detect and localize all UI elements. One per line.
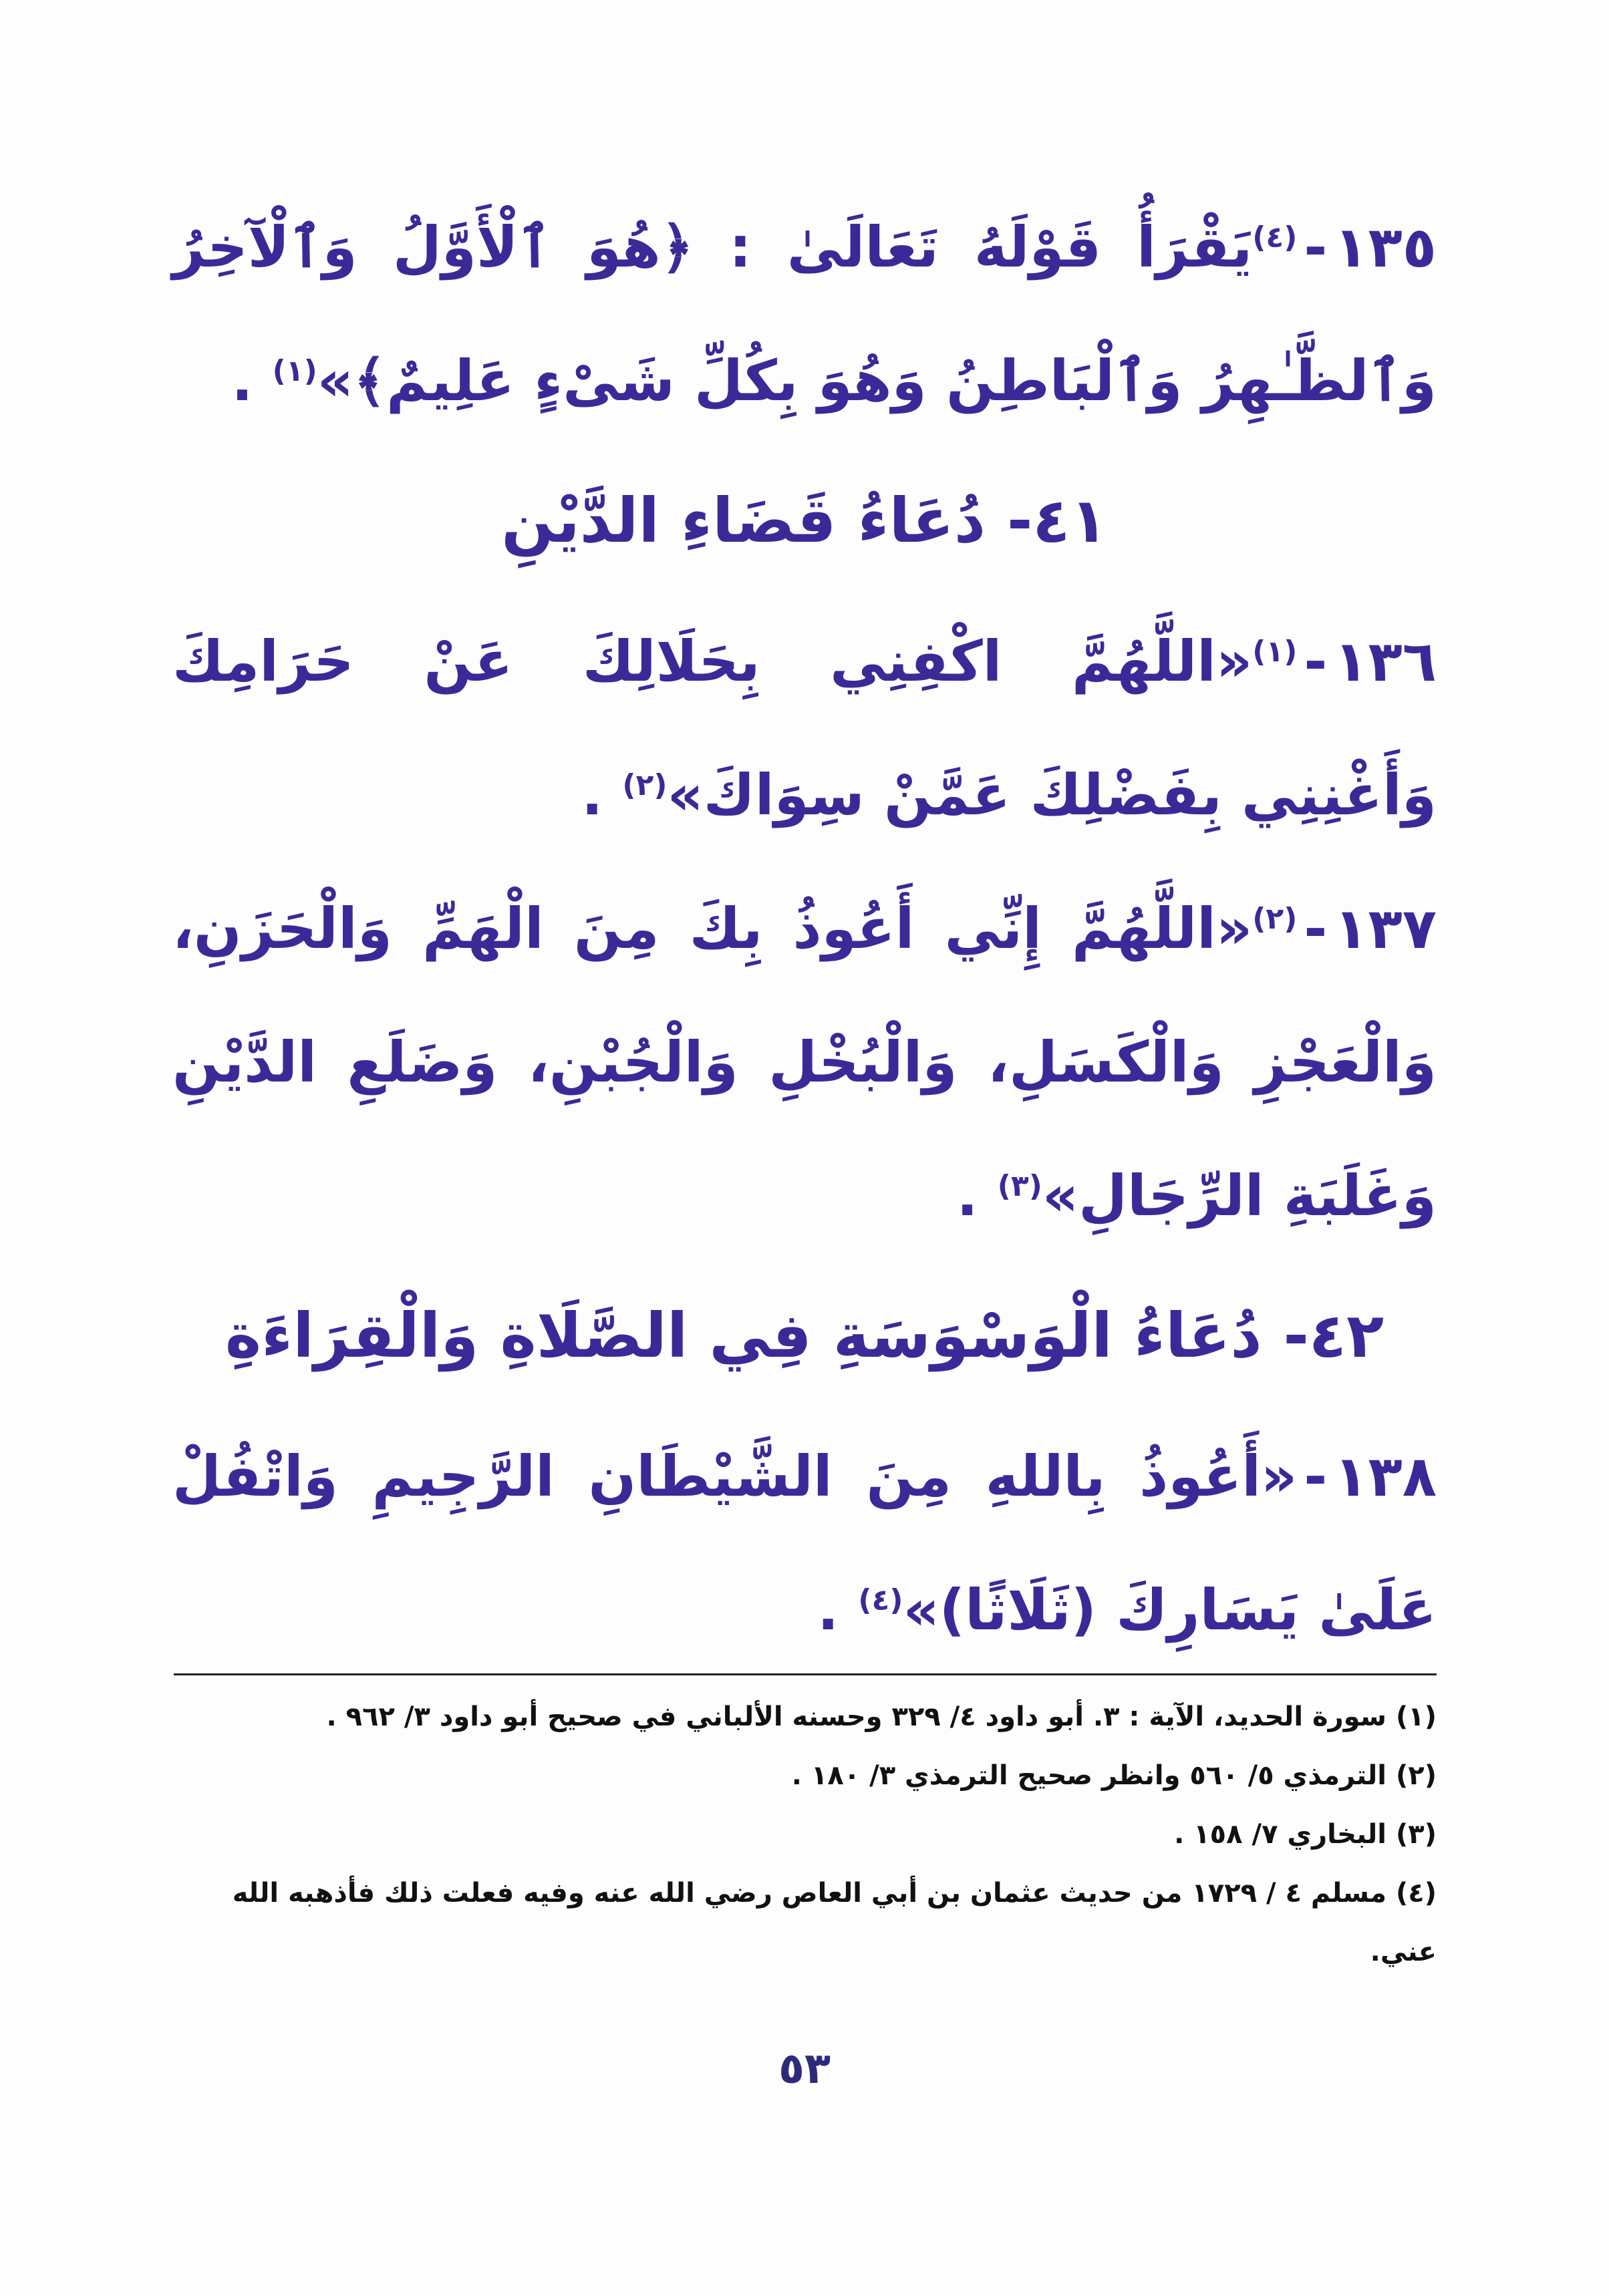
footnote-number: (١) xyxy=(1396,1701,1437,1732)
footnote-number: (٢) xyxy=(1396,1760,1437,1791)
footnote-number: (٣) xyxy=(1396,1819,1437,1850)
dua-item-138: ١٣٨-«أَعُوذُ بِاللهِ مِنَ الشَّيْطَانِ الرَّجِيمِ وَاتْفُلْ عَلَىٰ يَسَارِكَ (ثَلَاثًا)»$^{(٤)}$ . xyxy=(172,1444,1437,1643)
footnote-4 xyxy=(172,1864,1437,1981)
footnote-3 xyxy=(172,1805,1437,1864)
item-number: ١٣٥ xyxy=(1334,214,1437,280)
item-text: «أَعُوذُ بِاللهِ مِنَ الشَّيْطَانِ الرَّجِيمِ وَاتْفُلْ عَلَىٰ يَسَارِكَ (ثَلَاثًا)» xyxy=(172,1444,1437,1643)
item-end: . xyxy=(581,762,603,828)
footnote-ref[interactable]: (٢) xyxy=(622,768,668,802)
footnote-divider xyxy=(174,1673,1437,1675)
section-heading-41: ٤١- دُعَاءُ قَضَاءِ الدَّيْنِ xyxy=(501,485,1108,556)
dua-item-137: ١٣٧-$^{(٢)}$«اللَّهُمَّ إِنِّي أَعُوذُ بِكَ مِنَ الْهَمِّ وَالْحَزَنِ، وَالْعَجْزِ وَالْكَسَلِ، وَالْبُخْلِ وَالْجُبْنِ، وَضَلَعِ الدَّيْنِ وَغَلَبَةِ الرِّجَالِ»$^{(٣)}$ . xyxy=(172,896,1437,1228)
item-number: ١٣٦ xyxy=(1334,629,1437,694)
item-text: «اللَّهُمَّ اكْفِنِي بِحَلَالِكَ عَنْ حَرَامِكَ وَأَغْنِنِي بِفَضْلِكَ عَمَّنْ سِوَاكَ» xyxy=(172,629,1437,828)
footnotes xyxy=(172,1673,1437,1981)
footnote-ref[interactable]: (١) xyxy=(272,354,317,388)
item-text: يَقْرَأُ قَوْلَهُ تَعَالَىٰ : ﴿هُوَ ٱلْأَوَّلُ وَٱلْآخِرُ وَٱلظَّـٰهِرُ وَٱلْبَاطِنُ وَهُوَ بِكُلِّ شَىْءٍ عَلِيمٌ﴾» xyxy=(172,214,1437,414)
footnote-ref[interactable]: (٣) xyxy=(997,1169,1042,1203)
dua-item-135: ١٣٥-$^{(٤)}$يَقْرَأُ قَوْلَهُ تَعَالَىٰ : ﴿هُوَ ٱلْأَوَّلُ وَٱلْآخِرُ وَٱلظَّـٰهِرُ وَٱلْبَاطِنُ وَهُوَ بِكُلِّ شَىْءٍ عَلِيمٌ﴾»$^{(١)}$ . xyxy=(172,214,1437,414)
footnote-ref[interactable]: (١) xyxy=(1252,635,1298,669)
item-end: . xyxy=(956,1163,978,1228)
item-end: . xyxy=(817,1577,839,1643)
footnote-ref[interactable]: (٤) xyxy=(858,1583,903,1617)
section-heading-42: ٤٢- دُعَاءُ الْوَسْوَسَةِ فِي الصَّلَاةِ وَالْقِرَاءَةِ xyxy=(225,1300,1384,1371)
footnote-text: مسلم ٤ / ١٧٢٩ من حديث عثمان بن أبي العاص رضي الله عنه وفيه فعلت ذلك فأذهبه الله عني. xyxy=(232,1878,1437,1967)
footnote-ref[interactable]: (٤) xyxy=(1252,220,1298,255)
footnote-text: الترمذي ٥/ ٥٦٠ وانظر صحيح الترمذي ٣/ ١٨٠ . xyxy=(791,1760,1387,1791)
footnote-text: البخاري ٧/ ١٥٨ . xyxy=(1174,1819,1387,1850)
dua-item-136: ١٣٦-$^{(١)}$«اللَّهُمَّ اكْفِنِي بِحَلَالِكَ عَنْ حَرَامِكَ وَأَغْنِنِي بِفَضْلِكَ عَمَّنْ سِوَاكَ»$^{(٢)}$ . xyxy=(172,629,1437,828)
footnote-1 xyxy=(172,1687,1437,1746)
footnote-text: سورة الحديد، الآية : ٣. أبو داود ٤/ ٣٢٩ وحسنه الألباني في صحيح أبو داود ٣/ ٩٦٢ . xyxy=(326,1701,1387,1732)
item-number: ١٣٨ xyxy=(1334,1444,1437,1509)
item-end: . xyxy=(231,348,253,414)
page-number: ٥٣ xyxy=(778,2044,831,2094)
footnote-2 xyxy=(172,1746,1437,1805)
item-text: «اللَّهُمَّ إِنِّي أَعُوذُ بِكَ مِنَ الْهَمِّ وَالْحَزَنِ، وَالْعَجْزِ وَالْكَسَلِ، وَالْبُخْلِ وَالْجُبْنِ، وَضَلَعِ الدَّيْنِ وَغَلَبَةِ الرِّجَالِ» xyxy=(172,896,1437,1228)
item-number: ١٣٧ xyxy=(1334,896,1437,961)
footnote-number: (٤) xyxy=(1396,1878,1437,1909)
footnote-ref[interactable]: (٢) xyxy=(1252,902,1298,936)
main-text xyxy=(172,180,1437,1677)
